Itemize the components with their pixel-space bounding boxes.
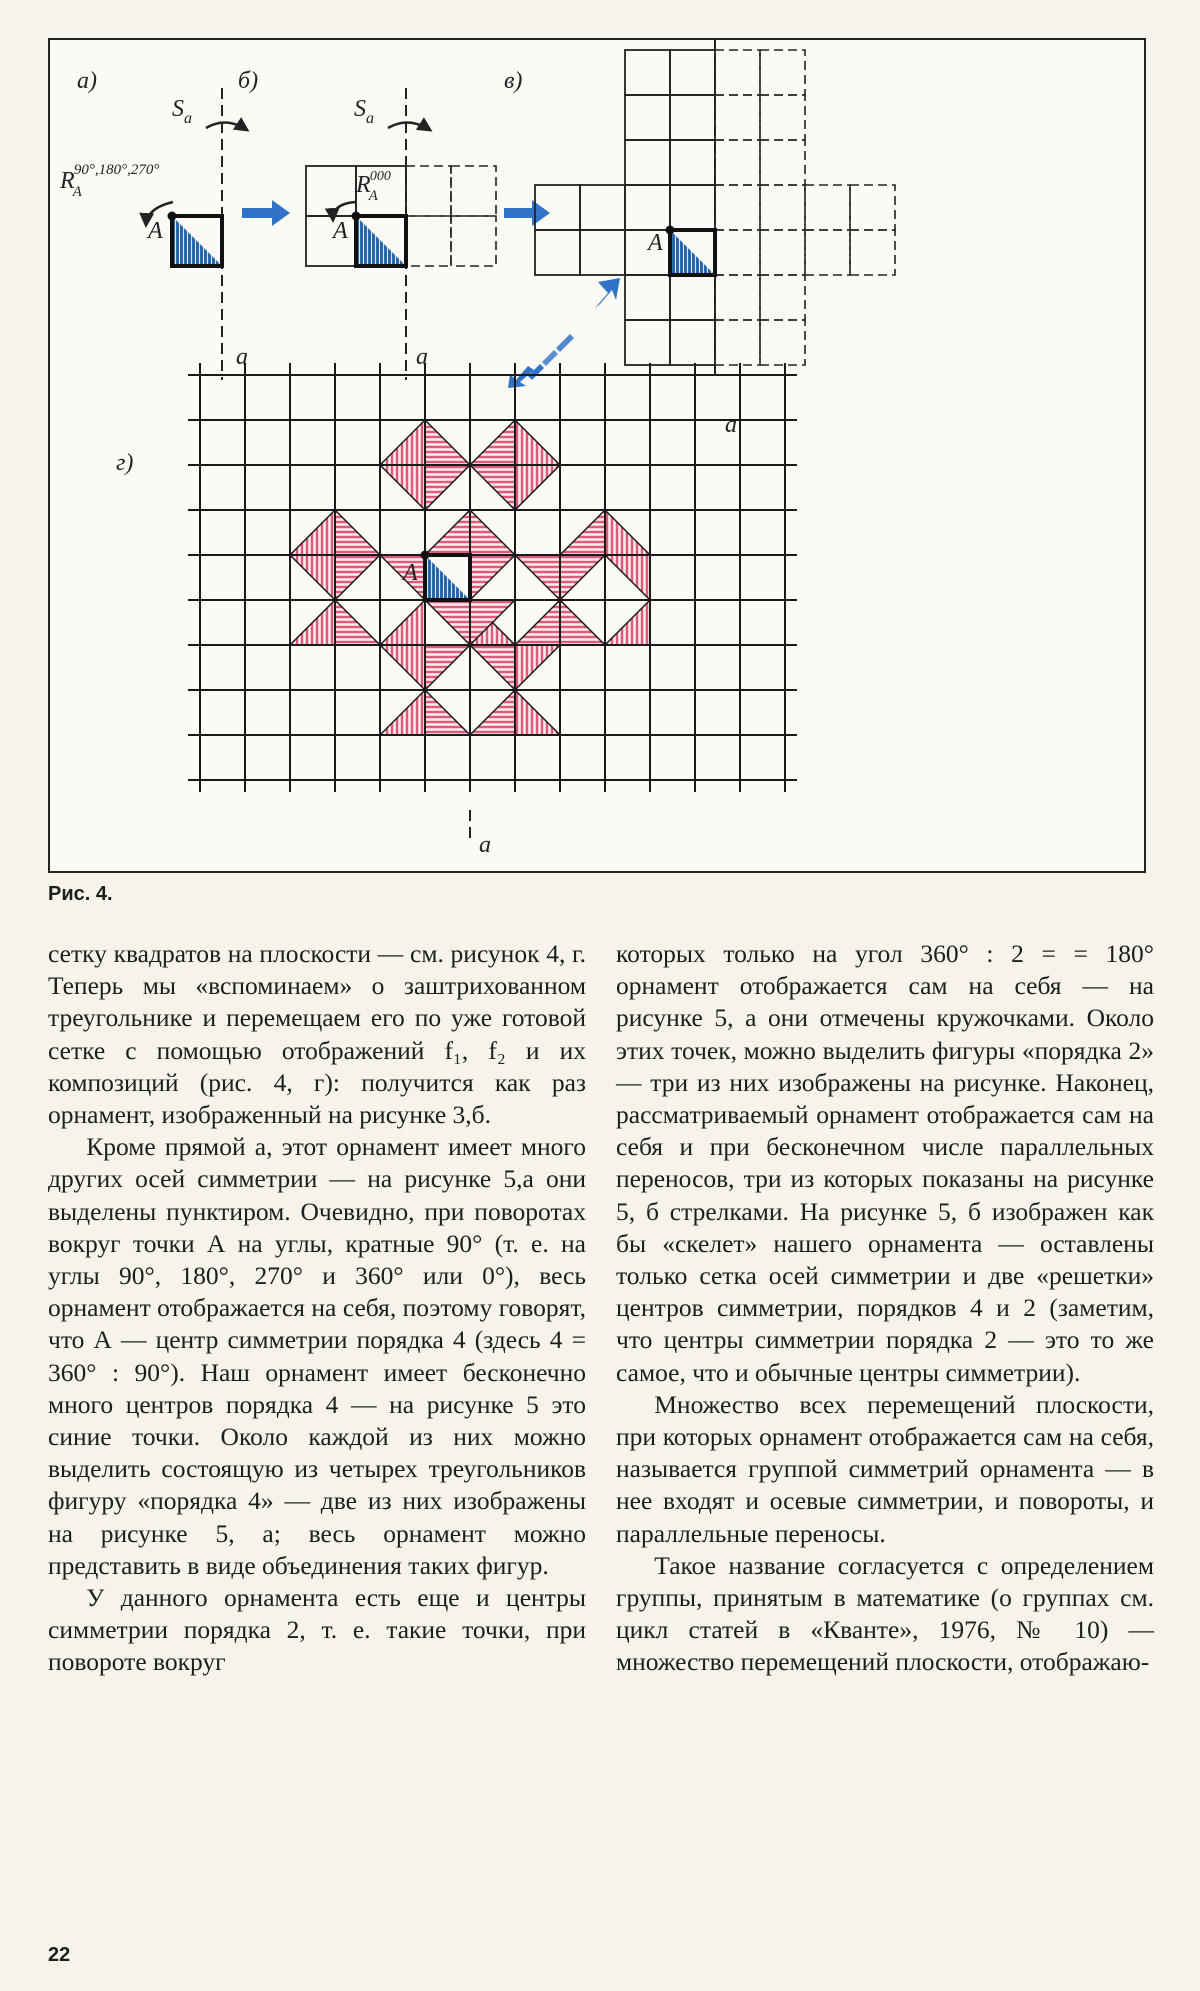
ornament-triangle: [425, 600, 470, 645]
blue-triangle-a: [172, 216, 222, 266]
paragraph: Множество всех перемещений плоскости, при которых орнамент отображается сам на себя, называется группой симметрий орнамента — в нее входят и осевые симметрии, и повороты, и параллельные переносы.: [616, 1389, 1154, 1548]
axis-flip-arrow-b: [388, 122, 430, 130]
point-v-dot: [666, 226, 675, 235]
point-b-dot: [352, 212, 361, 221]
panel-b: [238, 68, 496, 380]
ornament-triangle: [470, 465, 515, 510]
ornament-triangle: [470, 690, 515, 735]
figure-drawing: [50, 40, 1148, 875]
ornament-triangle: [335, 555, 380, 600]
ornament-triangle: [470, 555, 515, 600]
point-label-a: A: [148, 218, 163, 244]
point-g-dot: [421, 551, 430, 560]
ornament-triangle: [605, 510, 650, 555]
ornament-triangle: [560, 510, 605, 555]
point-a-dot: [168, 212, 177, 221]
paragraph: которых только на угол 360° : 2 = = 180° орнамент отображается сам на себя — на рисунке 5, а они отмечены кружочками. Около этих точек, можно выделить фигуры «порядка 2» — три из них изображены на рисунке. Наконец, рассматриваемый орнамент отображается сам на себя и при бесконечном числе параллельных переносов, три из которых показаны на рисунке 5, б стрелками. На рисунке 5, б изображен как бы «скелет» нашего орнамента — оставлены только сетка осей симметрии и две «решетки» центров симметрии, порядков 4 и 2 (заметим, что центры симметрии порядка 2 — это то же самое, что и обычные центры симметрии).: [616, 939, 1154, 1387]
axis-symbol-b: $S_a$: [354, 96, 374, 127]
ornament-triangle: [425, 465, 470, 510]
ornament-triangle: [335, 510, 380, 555]
figure-4: [48, 38, 1146, 873]
ornament-triangle: [515, 600, 560, 645]
ornament-triangle: [515, 555, 560, 600]
point-label-v: A: [648, 230, 663, 256]
axis-label-g: a: [479, 832, 491, 858]
axis-flip-arrow-a: [206, 122, 247, 130]
ornament-triangle: [515, 645, 560, 690]
blue-triangle-g: [425, 555, 470, 600]
ornament-triangle: [290, 555, 335, 600]
ornament-triangle: [380, 690, 425, 735]
ornament-triangle: [380, 600, 425, 645]
figure-caption: Рис. 4.: [48, 883, 113, 905]
ornament-triangle: [605, 600, 650, 645]
panel-g-label: г): [116, 450, 134, 476]
ornament-triangle: [470, 645, 515, 690]
axis-symbol-a: $S_a$: [172, 96, 192, 127]
paragraph: Кроме прямой а, этот орнамент имеет много других осей симметрии — на рисунке 5,а они выделены пунктиром. Очевидно, при поворотах вокруг точки А на углы, кратные 90° (т. е. на углы 90°, 180°, 270° и 360° или 0°), весь орнамент отображается на себя, поэтому говорят, что А — центр симметрии порядка 4 (здесь 4 = 360° : 90°). Наш орнамент имеет бесконечно много центров порядка 4 — на рисунке 5 это синие точки. Около каждой из них можно выделить состоящую из четырех треугольников фигуру «порядка 4» — две из них изображены на рисунке 5, а; весь орнамент можно представить в виде объединения таких фигур.: [48, 1132, 586, 1580]
axis-label-b: a: [416, 344, 428, 370]
paragraph: сетку квадратов на плоскости — см. рисунок 4, г. Теперь мы «вспоминаем» о заштрихованном треугольнике и перемещаем его по уже готовой сетке с помощью отображений f₁, f₂ и их композиций (рис. 4, г): получится как раз орнамент, изображенный на рисунке 3,б.: [48, 939, 586, 1130]
ornament-triangle: [380, 645, 425, 690]
ornament-triangle: [425, 690, 470, 735]
ornament-triangle: [560, 600, 605, 645]
ornament-triangle: [380, 465, 425, 510]
ornament-triangle: [515, 690, 560, 735]
ornament-triangle: [290, 510, 335, 555]
blue-triangle-b: [356, 216, 406, 266]
axis-label-a: a: [236, 344, 248, 370]
arrow-v-to-g: [508, 278, 620, 388]
ornament-triangle: [560, 555, 605, 600]
text-column-left: [48, 938, 586, 1679]
ornament-triangle: [425, 510, 470, 555]
ornament-triangle: [605, 555, 650, 600]
ornament-triangle: [515, 465, 560, 510]
ornament-triangle: [335, 600, 380, 645]
ornament-triangle: [470, 420, 515, 465]
panel-g: [116, 363, 797, 858]
page-number: 22: [48, 1944, 71, 1966]
text-column-right: [616, 938, 1154, 1679]
ornament-triangle: [425, 420, 470, 465]
paragraph: Такое название согласуется с определением группы, принятым в математике (о группах см. цикл статей в «Кванте», 1976, № 10) — множество перемещений плоскости, отображаю-: [616, 1550, 1154, 1677]
paragraph: У данного орнамента есть еще и центры симметрии порядка 2, т. е. такие точки, при повороте вокруг: [48, 1583, 586, 1677]
arrow-b-to-v: [504, 200, 550, 226]
ornament-triangle: [470, 510, 515, 555]
panel-a: [59, 68, 248, 380]
arrow-a-to-b: [242, 200, 290, 226]
point-label-g: A: [403, 560, 418, 586]
panel-v: [504, 40, 895, 438]
ornament-triangle: [515, 420, 560, 465]
point-label-b: A: [333, 218, 348, 244]
panel-a-label: а): [77, 68, 97, 94]
ornament-triangle: [380, 420, 425, 465]
ornament-triangle: [425, 645, 470, 690]
axis-label-v: a: [725, 412, 737, 438]
rotation-label-b: RA000: [356, 169, 391, 204]
ornament-triangle: [290, 600, 335, 645]
blue-triangle-v: [670, 230, 715, 275]
rotation-label-a: RA90°,180°,270°: [60, 162, 160, 200]
panel-v-label: в): [504, 68, 523, 94]
panel-b-label: б): [238, 68, 259, 94]
